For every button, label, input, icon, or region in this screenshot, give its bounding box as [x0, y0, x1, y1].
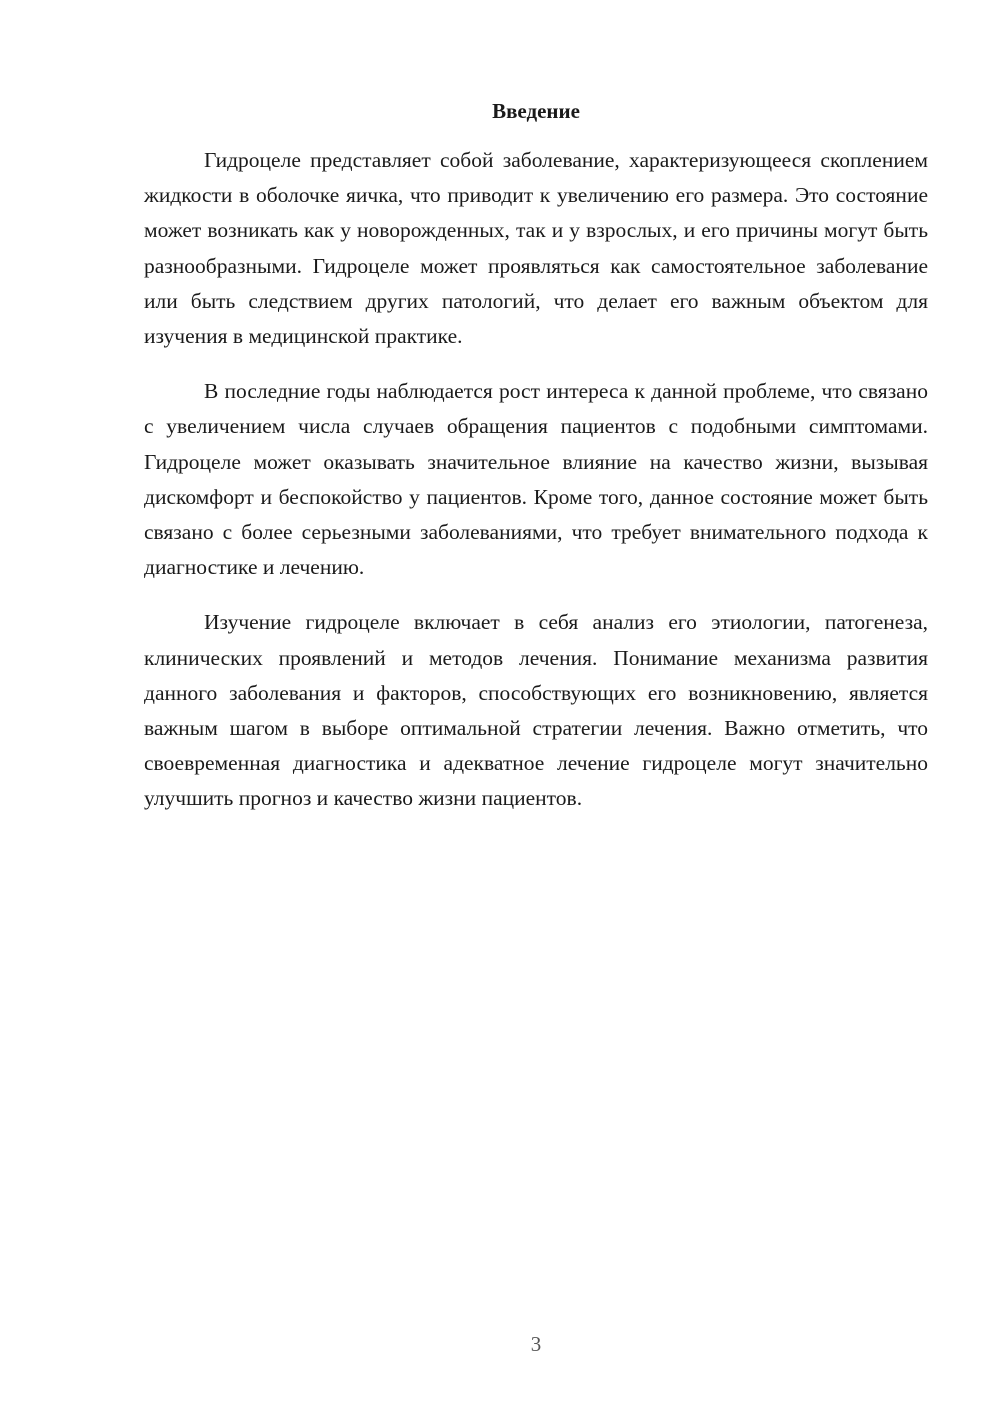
section-title: Введение — [492, 99, 580, 123]
paragraph-2: В последние годы наблюдается рост интереса к данной проблеме, что связано с увеличением числа случаев обращения пациентов с подобными симптомами. Гидроцеле может оказывать значительное влияние на качество жизни, вызывая дискомфорт и беспокойство у пациентов. Кроме того, данное состояние может быть связано с более серьезными заболеваниями, что требует внимательного подхода к диагностике и лечению. — [144, 379, 928, 580]
paragraph-1: Гидроцеле представляет собой заболевание, характеризующееся скоплением жидкости в оболочке яичка, что приводит к увеличению его размера. Это состояние может возникать как у новорожденных, так и у взрослых, и его причины могут быть разнообразными. Гидроцеле может проявляться как самостоятельное заболевание или быть следствием других патологий, что делает его важным объектом для изучения в медицинской практике. — [144, 148, 928, 349]
page-number: 3 — [530, 1332, 542, 1356]
body-text — [144, 143, 928, 837]
paragraph-3: Изучение гидроцеле включает в себя анализ его этиологии, патогенеза, клинических проявлений и методов лечения. Понимание механизма развития данного заболевания и факторов, способствующих его возникновению, является важным шагом в выборе оптимальной стратегии лечения. Важно отметить, что своевременная диагностика и адекватное лечение гидроцеле могут значительно улучшить прогноз и качество жизни пациентов. — [144, 610, 928, 811]
